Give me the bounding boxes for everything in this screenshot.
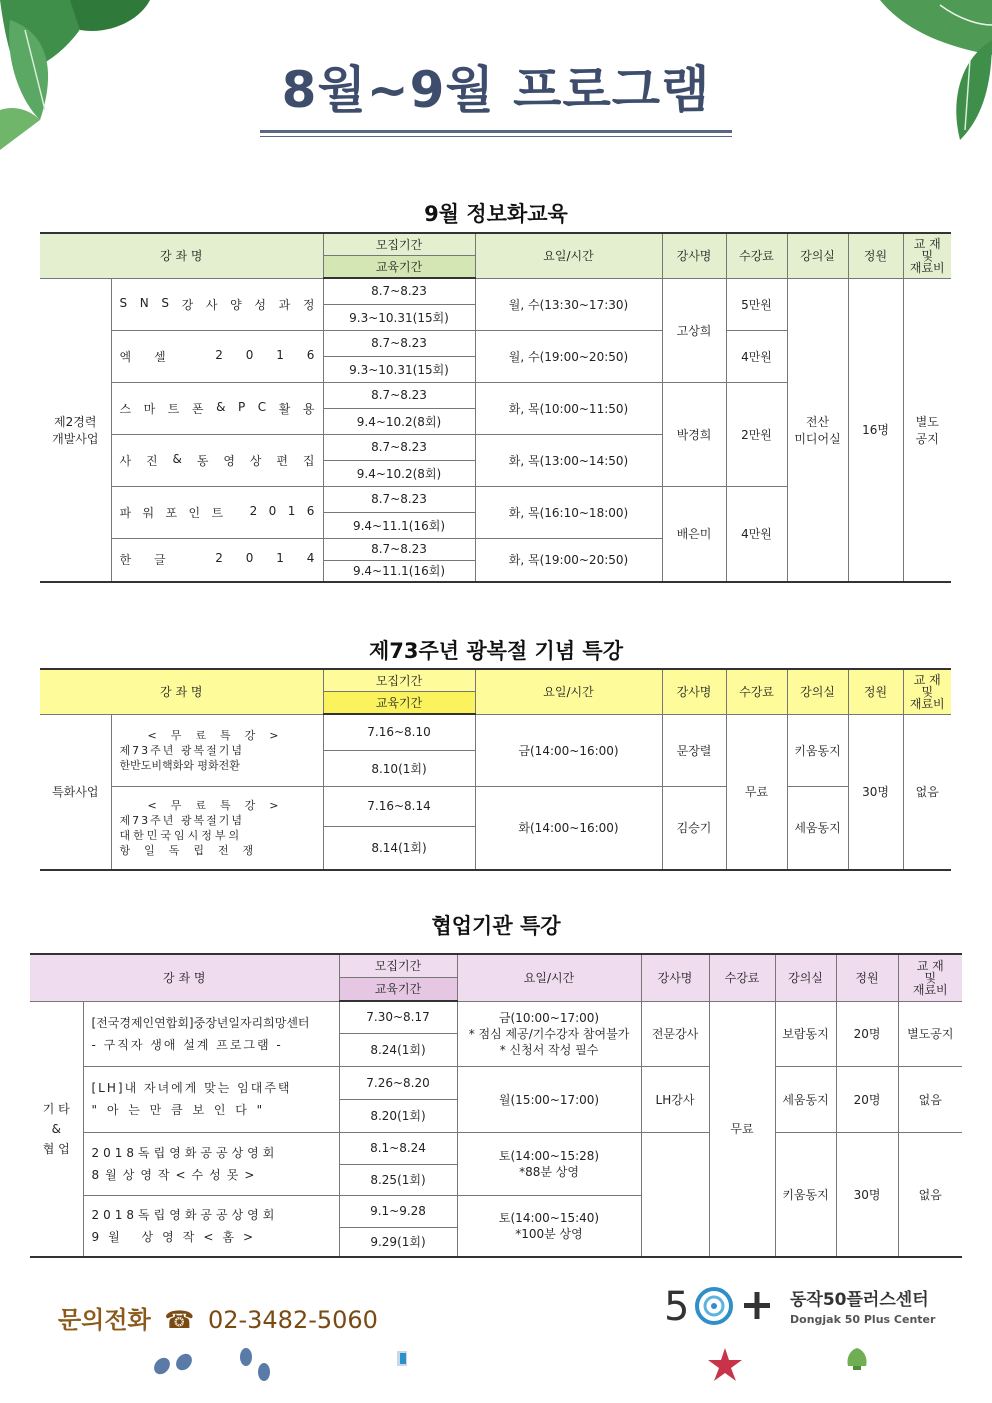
recruit-period: 8.7~8.23 <box>323 434 475 460</box>
course-line: 2018독립영화공공상영회 <box>91 1145 279 1160</box>
instructor-name: 고상희 <box>662 278 726 382</box>
recruit-period: 8.1~8.24 <box>339 1132 457 1164</box>
col-header-course: 강 좌 명 <box>30 954 339 1001</box>
room-cell: 세움동지 <box>787 786 848 870</box>
col-header-recruit: 모집기간 <box>323 233 475 255</box>
course-name <box>111 434 323 486</box>
instructor-name: 박경희 <box>662 382 726 486</box>
edu-period: 9.4~10.2(8회) <box>323 460 475 486</box>
partner-lecture-table <box>30 953 962 1258</box>
course-name <box>111 538 323 582</box>
edu-period: 9.4~11.1(16회) <box>323 512 475 538</box>
edu-period: 9.29(1회) <box>339 1227 457 1257</box>
recruit-period: 8.7~8.23 <box>323 382 475 408</box>
col-header-capacity: 정원 <box>836 954 898 1001</box>
course-name-text: 파 워 포 인 트 2 0 1 6 <box>119 503 315 520</box>
col-header-capacity: 정원 <box>848 669 903 714</box>
room-cell: 세움동지 <box>775 1066 836 1132</box>
schedule-time: 토(14:00~15:28) *88분 상영 <box>457 1132 641 1195</box>
col-header-edu-period: 교육기간 <box>323 255 475 278</box>
center-name <box>790 1285 935 1326</box>
room-cell: 전산 미디어실 <box>787 278 848 582</box>
footprints-icon <box>150 1348 200 1378</box>
small-block-icon <box>396 1350 412 1368</box>
capacity-cell: 20명 <box>836 1001 898 1066</box>
col-header-schedule: 요일/시간 <box>475 669 662 714</box>
course-line: 제73주년 광복절기념 <box>119 743 245 757</box>
recruit-period: 8.7~8.23 <box>323 330 475 356</box>
schedule-time: 금(10:00~17:00) * 점심 제공/기수강자 참여불가 * 신청서 작성 필수 <box>457 1001 641 1066</box>
recruit-period: 8.7~8.23 <box>323 278 475 304</box>
col-header-schedule: 요일/시간 <box>475 233 662 278</box>
category-cell: 기 타 & 협 업 <box>30 1001 83 1257</box>
capacity-cell: 30명 <box>848 714 903 870</box>
course-name-text: S N S 강 사 양 성 과 정 <box>119 295 315 312</box>
title-underline <box>260 130 732 133</box>
svg-text:5: 5 <box>664 1284 690 1330</box>
instructor-name: 배은미 <box>662 486 726 582</box>
col-header-materials: 교 재 및 재료비 <box>903 669 951 714</box>
recruit-period: 8.7~8.23 <box>323 486 475 512</box>
col-header-capacity: 정원 <box>848 233 903 278</box>
materials-cell: 없음 <box>898 1066 962 1132</box>
room-cell: 키움동지 <box>775 1132 836 1257</box>
col-header-instructor: 강사명 <box>662 233 726 278</box>
course-name <box>111 382 323 434</box>
course-name <box>111 486 323 538</box>
capacity-cell: 16명 <box>848 278 903 582</box>
col-header-recruit: 모집기간 <box>339 954 457 977</box>
course-name <box>83 1195 339 1257</box>
course-name-text: 스 마 트 폰 & P C 활 용 <box>119 399 315 416</box>
recruit-period: 9.1~9.28 <box>339 1195 457 1227</box>
course-line: 대한민국임시정부의 <box>119 828 243 842</box>
capacity-cell: 20명 <box>836 1066 898 1132</box>
edu-period: 8.14(1회) <box>323 826 475 870</box>
col-header-fee: 수강료 <box>726 669 787 714</box>
course-name <box>111 714 323 786</box>
course-fee: 2만원 <box>726 382 787 486</box>
course-name-text: 사 진 & 동 영 상 편 집 <box>119 451 315 468</box>
course-fee: 4만원 <box>726 486 787 582</box>
schedule-time: 토(14:00~15:40) *100분 상영 <box>457 1195 641 1257</box>
edu-period: 8.20(1회) <box>339 1099 457 1132</box>
footprints-icon <box>234 1345 279 1385</box>
course-line: 9월 상영작<홈> <box>91 1229 263 1244</box>
materials-cell: 별도공지 <box>898 1001 962 1066</box>
instructor-name <box>641 1132 709 1257</box>
instructor-name: 문장렬 <box>662 714 726 786</box>
edu-period: 8.24(1회) <box>339 1033 457 1066</box>
course-line: [LH]내 자녀에게 맞는 임대주택 <box>91 1081 292 1095</box>
schedule-time: 화, 목(16:10~18:00) <box>475 486 662 538</box>
schedule-time: 화, 목(13:00~14:50) <box>475 434 662 486</box>
col-header-course: 강 좌 명 <box>40 233 323 278</box>
recruit-period: 7.16~8.10 <box>323 714 475 750</box>
edu-period: 9.4~11.1(16회) <box>323 560 475 582</box>
edu-period: 9.3~10.31(15회) <box>323 356 475 382</box>
edu-period: 8.25(1회) <box>339 1164 457 1195</box>
title-underline <box>260 136 732 137</box>
course-line: 8월상영작<수성못> <box>91 1167 261 1182</box>
course-fee: 4만원 <box>726 330 787 382</box>
col-header-room: 강의실 <box>775 954 836 1001</box>
schedule-time: 화, 목(19:00~20:50) <box>475 538 662 582</box>
capacity-cell: 30명 <box>836 1132 898 1257</box>
materials-cell: 별도 공지 <box>903 278 951 582</box>
col-header-recruit: 모집기간 <box>323 669 475 691</box>
course-fee: 5만원 <box>726 278 787 330</box>
col-header-edu-period: 교육기간 <box>339 977 457 1001</box>
schedule-time: 월(15:00~17:00) <box>457 1066 641 1132</box>
col-header-schedule: 요일/시간 <box>457 954 641 1001</box>
edu-period: 8.10(1회) <box>323 750 475 786</box>
center-name-en: Dongjak 50 Plus Center <box>790 1313 936 1326</box>
schedule-time: 화, 목(10:00~11:50) <box>475 382 662 434</box>
phone-number[interactable]: 02-3482-5060 <box>207 1306 378 1334</box>
materials-cell: 없음 <box>903 714 951 870</box>
schedule-time: 월, 수(19:00~20:50) <box>475 330 662 382</box>
course-name <box>111 278 323 330</box>
room-cell: 키움동지 <box>787 714 848 786</box>
recruit-period: 8.7~8.23 <box>323 538 475 560</box>
shell-icon <box>844 1346 870 1372</box>
course-fee: 무료 <box>709 1001 775 1257</box>
course-fee: 무료 <box>726 714 787 870</box>
col-header-edu-period: 교육기간 <box>323 691 475 714</box>
course-name-text: 엑 셀 2 0 1 6 <box>119 347 315 364</box>
liberation-lecture-table <box>40 668 951 871</box>
contact-phone <box>58 1300 378 1335</box>
course-name <box>83 1132 339 1195</box>
schedule-time: 금(14:00~16:00) <box>475 714 662 786</box>
section-title-info-edu: 9월 정보화교육 <box>424 202 568 226</box>
room-cell: 보람동지 <box>775 1001 836 1066</box>
materials-cell: 없음 <box>898 1132 962 1257</box>
center-name-kr: 동작50플러스센터 <box>790 1290 929 1310</box>
edu-period: 9.3~10.31(15회) <box>323 304 475 330</box>
phone-label: 문의전화 <box>58 1306 151 1334</box>
course-line: <무료특강> <box>147 798 293 812</box>
instructor-name: 김승기 <box>662 786 726 870</box>
course-line: [전국경제인연합회]중장년일자리희망센터 <box>91 1015 310 1030</box>
instructor-name: LH강사 <box>641 1066 709 1132</box>
category-cell: 제2경력 개발사업 <box>40 278 111 582</box>
schedule-time: 화(14:00~16:00) <box>475 786 662 870</box>
col-header-room: 강의실 <box>787 233 848 278</box>
course-line: 제73주년 광복절기념 <box>119 813 245 827</box>
col-header-fee: 수강료 <box>726 233 787 278</box>
col-header-materials: 교 재 및 재료비 <box>903 233 951 278</box>
recruit-period: 7.26~8.20 <box>339 1066 457 1099</box>
col-header-materials: 교 재 및 재료비 <box>898 954 962 1001</box>
instructor-name: 전문강사 <box>641 1001 709 1066</box>
course-name <box>111 786 323 870</box>
category-cell: 특화사업 <box>40 714 111 870</box>
course-line: <무료특강> <box>147 728 293 742</box>
course-line: - 구직자 생애 설계 프로그램 - <box>91 1037 283 1052</box>
recruit-period: 7.30~8.17 <box>339 1001 457 1033</box>
section-title-liberation-day: 제73주년 광복절 기념 특강 <box>368 639 624 663</box>
course-name <box>111 330 323 382</box>
dongjak-50plus-logo-icon <box>664 1280 782 1330</box>
col-header-instructor: 강사명 <box>641 954 709 1001</box>
course-name-text: 한 글 2 0 1 4 <box>119 551 315 568</box>
schedule-time: 월, 수(13:30~17:30) <box>475 278 662 330</box>
col-header-course: 강 좌 명 <box>40 669 323 714</box>
course-name <box>83 1066 339 1132</box>
course-line: 2018독립영화공공상영회 <box>91 1207 279 1222</box>
recruit-period: 7.16~8.14 <box>323 786 475 826</box>
info-edu-table <box>40 232 951 583</box>
course-name <box>83 1001 339 1066</box>
course-line: 항일독립전쟁 <box>119 843 268 857</box>
telephone-icon: ☎ <box>164 1306 195 1334</box>
section-title-partner-lecture: 협업기관 특강 <box>431 914 561 938</box>
col-header-instructor: 강사명 <box>662 669 726 714</box>
edu-period: 9.4~10.2(8회) <box>323 408 475 434</box>
col-header-room: 강의실 <box>787 669 848 714</box>
course-line: " 아 는 만 큼 보 인 다 " <box>91 1103 266 1117</box>
starfish-icon <box>706 1346 744 1384</box>
course-line: 한반도비핵화와 평화전환 <box>119 758 240 772</box>
page-title: 8월~9월 프로그램 <box>281 61 711 119</box>
col-header-fee: 수강료 <box>709 954 775 1001</box>
